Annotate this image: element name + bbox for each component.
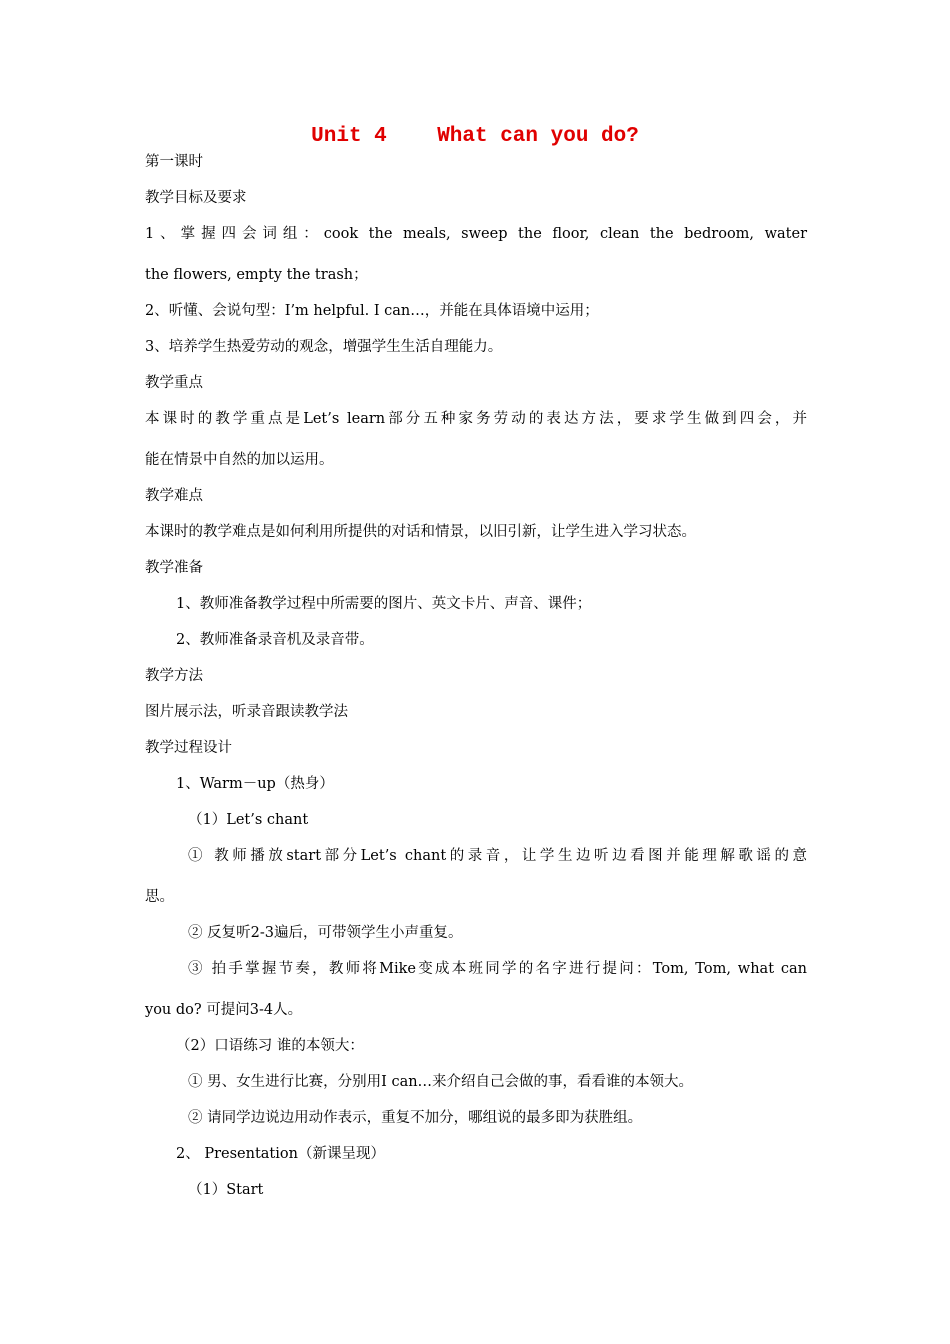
process-item: ① 教师播放start部分Let’s chant的录音，让学生边听边看图并能理解歌谣的意 xyxy=(188,848,807,864)
section-heading-methods: 教学方法 xyxy=(145,668,203,684)
section-heading-process: 教学过程设计 xyxy=(145,740,232,756)
methods-line: 图片展示法，听录音跟读教学法 xyxy=(145,704,348,720)
process-substep: （1）Let’s chant xyxy=(188,812,309,828)
objective-line: 1、掌握四会词组：cook the meals, sweep the floor, clean the bedroom, water xyxy=(145,226,807,242)
process-item: ② 反复听2-3遍后，可带领学生小声重复。 xyxy=(188,925,463,941)
section-heading-key-points: 教学重点 xyxy=(145,375,203,391)
process-item: you do? 可提问3-4人。 xyxy=(145,1002,303,1018)
objective-line: the flowers, empty the trash； xyxy=(145,267,368,283)
objective-line: 2、听懂、会说句型：I’m helpful. I can…，并能在具体语境中运用； xyxy=(145,303,599,319)
process-substep: （2）口语练习 谁的本领大： xyxy=(176,1038,364,1054)
section-heading-difficulties: 教学难点 xyxy=(145,488,203,504)
process-item: ② 请同学边说边用动作表示，重复不加分，哪组说的最多即为获胜组。 xyxy=(188,1110,643,1126)
document-title: Unit 4 What can you do? xyxy=(311,125,639,148)
difficulties-line: 本课时的教学难点是如何利用所提供的对话和情景，以旧引新，让学生进入学习状态。 xyxy=(145,524,696,540)
objective-line: 3、培养学生热爱劳动的观念，增强学生生活自理能力。 xyxy=(145,339,503,355)
section-heading-lesson: 第一课时 xyxy=(145,154,203,170)
preparation-line: 1、教师准备教学过程中所需要的图片、英文卡片、声音、课件； xyxy=(176,596,592,612)
preparation-line: 2、教师准备录音机及录音带。 xyxy=(176,632,374,648)
section-heading-preparation: 教学准备 xyxy=(145,560,203,576)
process-substep: （1）Start xyxy=(188,1182,264,1198)
process-item: 思。 xyxy=(145,889,174,905)
key-points-line: 本课时的教学重点是Let’s learn部分五种家务劳动的表达方法，要求学生做到四会，并 xyxy=(145,411,807,427)
process-item: ③ 拍手掌握节奏，教师将Mike变成本班同学的名字进行提问：Tom, Tom, what can xyxy=(188,961,807,977)
key-points-line: 能在情景中自然的加以运用。 xyxy=(145,452,334,468)
section-heading-objectives: 教学目标及要求 xyxy=(145,190,247,206)
process-step: 1、Warm－up（热身） xyxy=(176,776,334,792)
process-item: ① 男、女生进行比赛，分别用I can…来介绍自己会做的事，看看谁的本领大。 xyxy=(188,1074,694,1090)
process-step: 2、 Presentation（新课呈现） xyxy=(176,1146,385,1162)
